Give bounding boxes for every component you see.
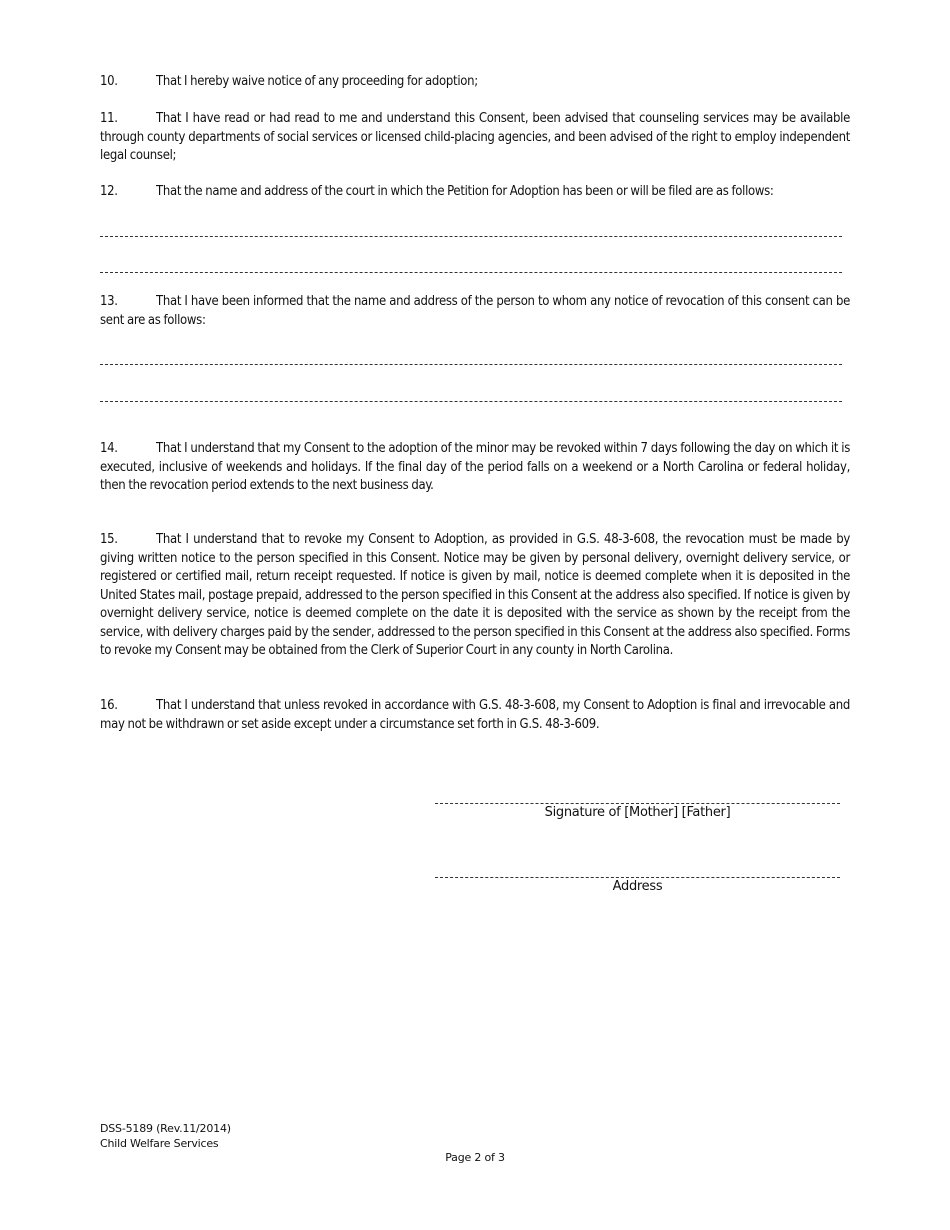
paragraph-text: That the name and address of the court in which the Petition for Adoption has been or will be filed are as follows: [156, 184, 774, 199]
paragraph-12 [100, 183, 850, 202]
paragraph-text: That I hereby waive notice of any proceeding for adoption; [156, 74, 478, 89]
address-label: Address [612, 879, 663, 894]
paragraph-number: 13. [100, 294, 118, 309]
form-number: DSS-5189 (Rev.11/2014) [100, 1122, 231, 1135]
paragraph-text: That I understand that my Consent to the adoption of the minor may be revoked within 7 days following the day on which it is executed, inclusive of weekends and holidays. If the final day of the period falls on a weekend or a North Carolina or federal holiday, then the revocation period extends to the next business day. [100, 441, 850, 493]
paragraph-number: 11. [100, 111, 118, 126]
address-blank-line[interactable] [435, 877, 840, 878]
revocation-contact-name-blank-line[interactable] [100, 364, 842, 365]
paragraph-15 [100, 531, 850, 661]
division-name: Child Welfare Services [100, 1137, 219, 1150]
paragraph-14 [100, 440, 850, 496]
paragraph-16 [100, 697, 850, 734]
form-footer [100, 1121, 231, 1151]
paragraph-text: That I have been informed that the name and address of the person to whom any notice of revocation of this consent can be sent are as follows: [100, 294, 850, 328]
revocation-contact-address-blank-line[interactable] [100, 401, 842, 402]
paragraph-10 [100, 73, 850, 92]
page-number: Page 2 of 3 [445, 1151, 505, 1164]
paragraph-text: That I understand that unless revoked in accordance with G.S. 48-3-608, my Consent to Adoption is final and irrevocable and may not be withdrawn or set aside except under a circumstance set forth in G.S. 48-3-609. [100, 698, 850, 732]
paragraph-number: 14. [100, 441, 118, 456]
paragraph-text: That I understand that to revoke my Consent to Adoption, as provided in G.S. 48-3-608, the revocation must be made by giving written notice to the person specified in this Consent. Notice may be given by personal delivery, overnight delivery service, or registered or certified mail, return receipt requested. If notice is given by mail, notice is deemed complete when it is deposited in the United States mail, postage prepaid, addressed to the person specified in this Consent at the address also specified. If notice is given by overnight delivery service, notice is deemed complete on the date it is deposited with the service as shown by the receipt from the service, with delivery charges paid by the sender, addressed to the person specified in this Consent at the address also specified. Forms to revoke my Consent may be obtained from the Clerk of Superior Court in any county in North Carolina. [100, 532, 850, 658]
paragraph-text: That I have read or had read to me and understand this Consent, been advised that counseling services may be available through county departments of social services or licensed child-placing agencies, and been advised of the right to employ independent legal counsel; [100, 111, 850, 163]
paragraph-number: 10. [100, 74, 118, 89]
paragraph-11 [100, 110, 850, 166]
paragraph-number: 16. [100, 698, 118, 713]
court-name-blank-line[interactable] [100, 236, 842, 237]
paragraph-number: 12. [100, 184, 118, 199]
signature-label: Signature of [Mother] [Father] [544, 805, 731, 820]
court-address-blank-line[interactable] [100, 272, 842, 273]
paragraph-number: 15. [100, 532, 118, 547]
signature-blank-line[interactable] [435, 803, 840, 804]
paragraph-13 [100, 293, 850, 330]
